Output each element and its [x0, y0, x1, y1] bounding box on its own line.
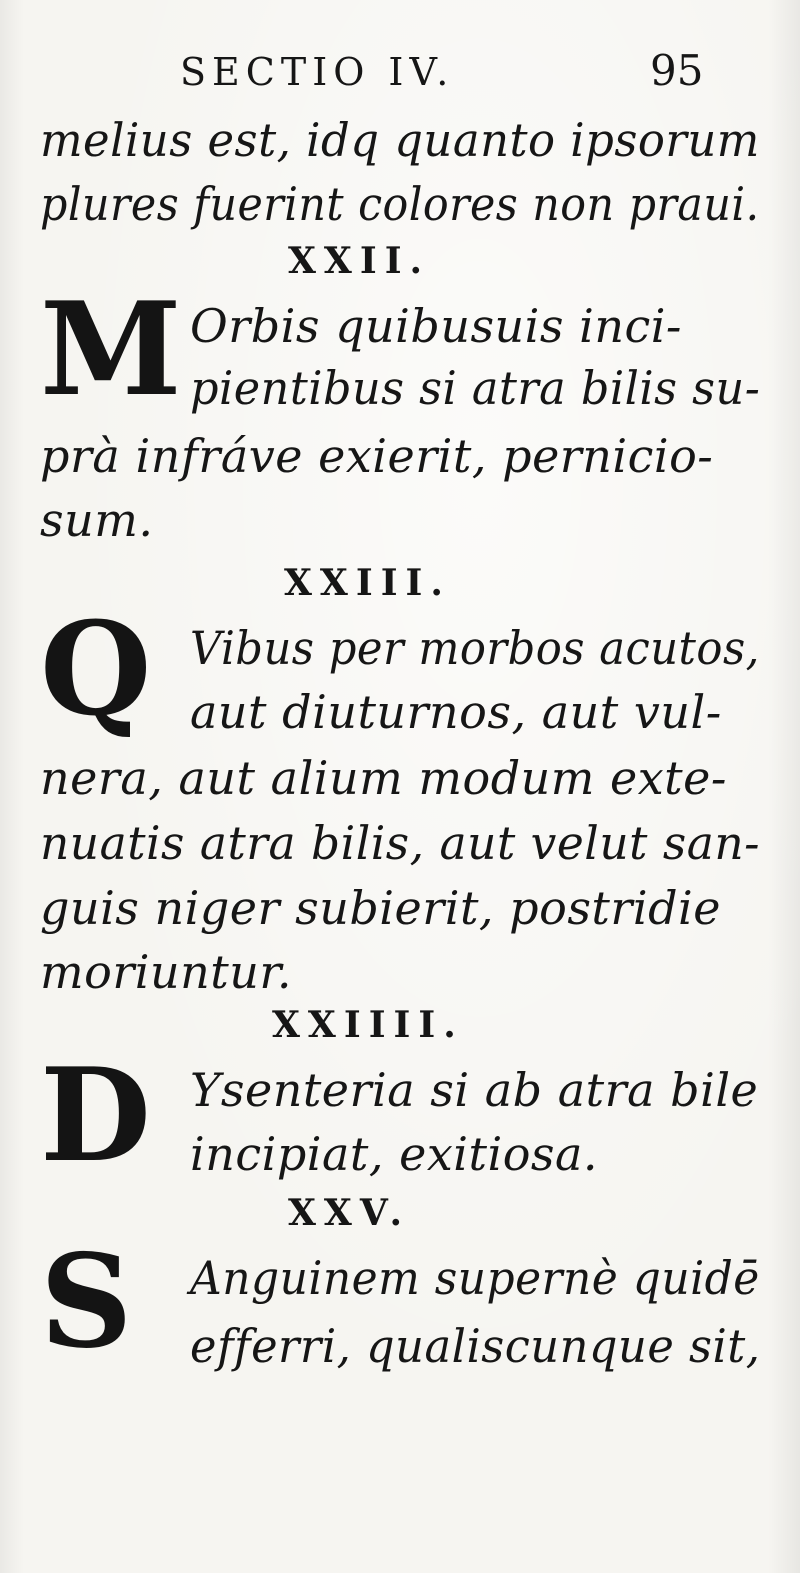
text-line: nera, aut alium modum exte- — [40, 751, 727, 805]
text-line: melius est, idq quanto ipsorum — [40, 113, 760, 167]
text-line: Orbis quibusuis inci- — [190, 299, 682, 353]
text-line: pientibus si atra bilis su- — [190, 361, 761, 415]
text-line: plures fuerint colores non praui. — [40, 177, 760, 231]
text-line: incipiat, exitiosa. — [190, 1127, 599, 1181]
drop-cap-initial: M — [40, 275, 182, 425]
page-number: 95 — [650, 46, 704, 95]
text-line: Ysenteria si ab atra bile — [190, 1063, 759, 1117]
text-line: Vibus per morbos acutos, — [190, 621, 760, 675]
aphorism-numeral: XXV. — [288, 1192, 411, 1234]
aphorism-numeral: XXIII. — [284, 562, 451, 604]
aphorism-numeral: XXII. — [288, 240, 431, 282]
text-line: prà infráve exierit, pernicio- — [40, 429, 714, 483]
text-line: nuatis atra bilis, aut velut san- — [40, 816, 760, 870]
text-line: aut diuturnos, aut vul- — [190, 685, 722, 739]
text-line: sum. — [40, 493, 154, 547]
text-line: efferri, qualiscunque sit, — [190, 1319, 761, 1373]
aphorism-numeral: XXIIII. — [272, 1004, 464, 1046]
text-line: guis niger subierit, postridie — [40, 881, 721, 935]
text-line: moriuntur. — [40, 945, 292, 999]
drop-cap-initial: S — [40, 1227, 133, 1377]
drop-cap-initial: Q — [40, 595, 152, 745]
text-line: Anguinem supernè quidē — [190, 1251, 760, 1305]
running-head: SECTIO IV. — [180, 50, 455, 94]
drop-cap-initial: D — [40, 1041, 151, 1191]
